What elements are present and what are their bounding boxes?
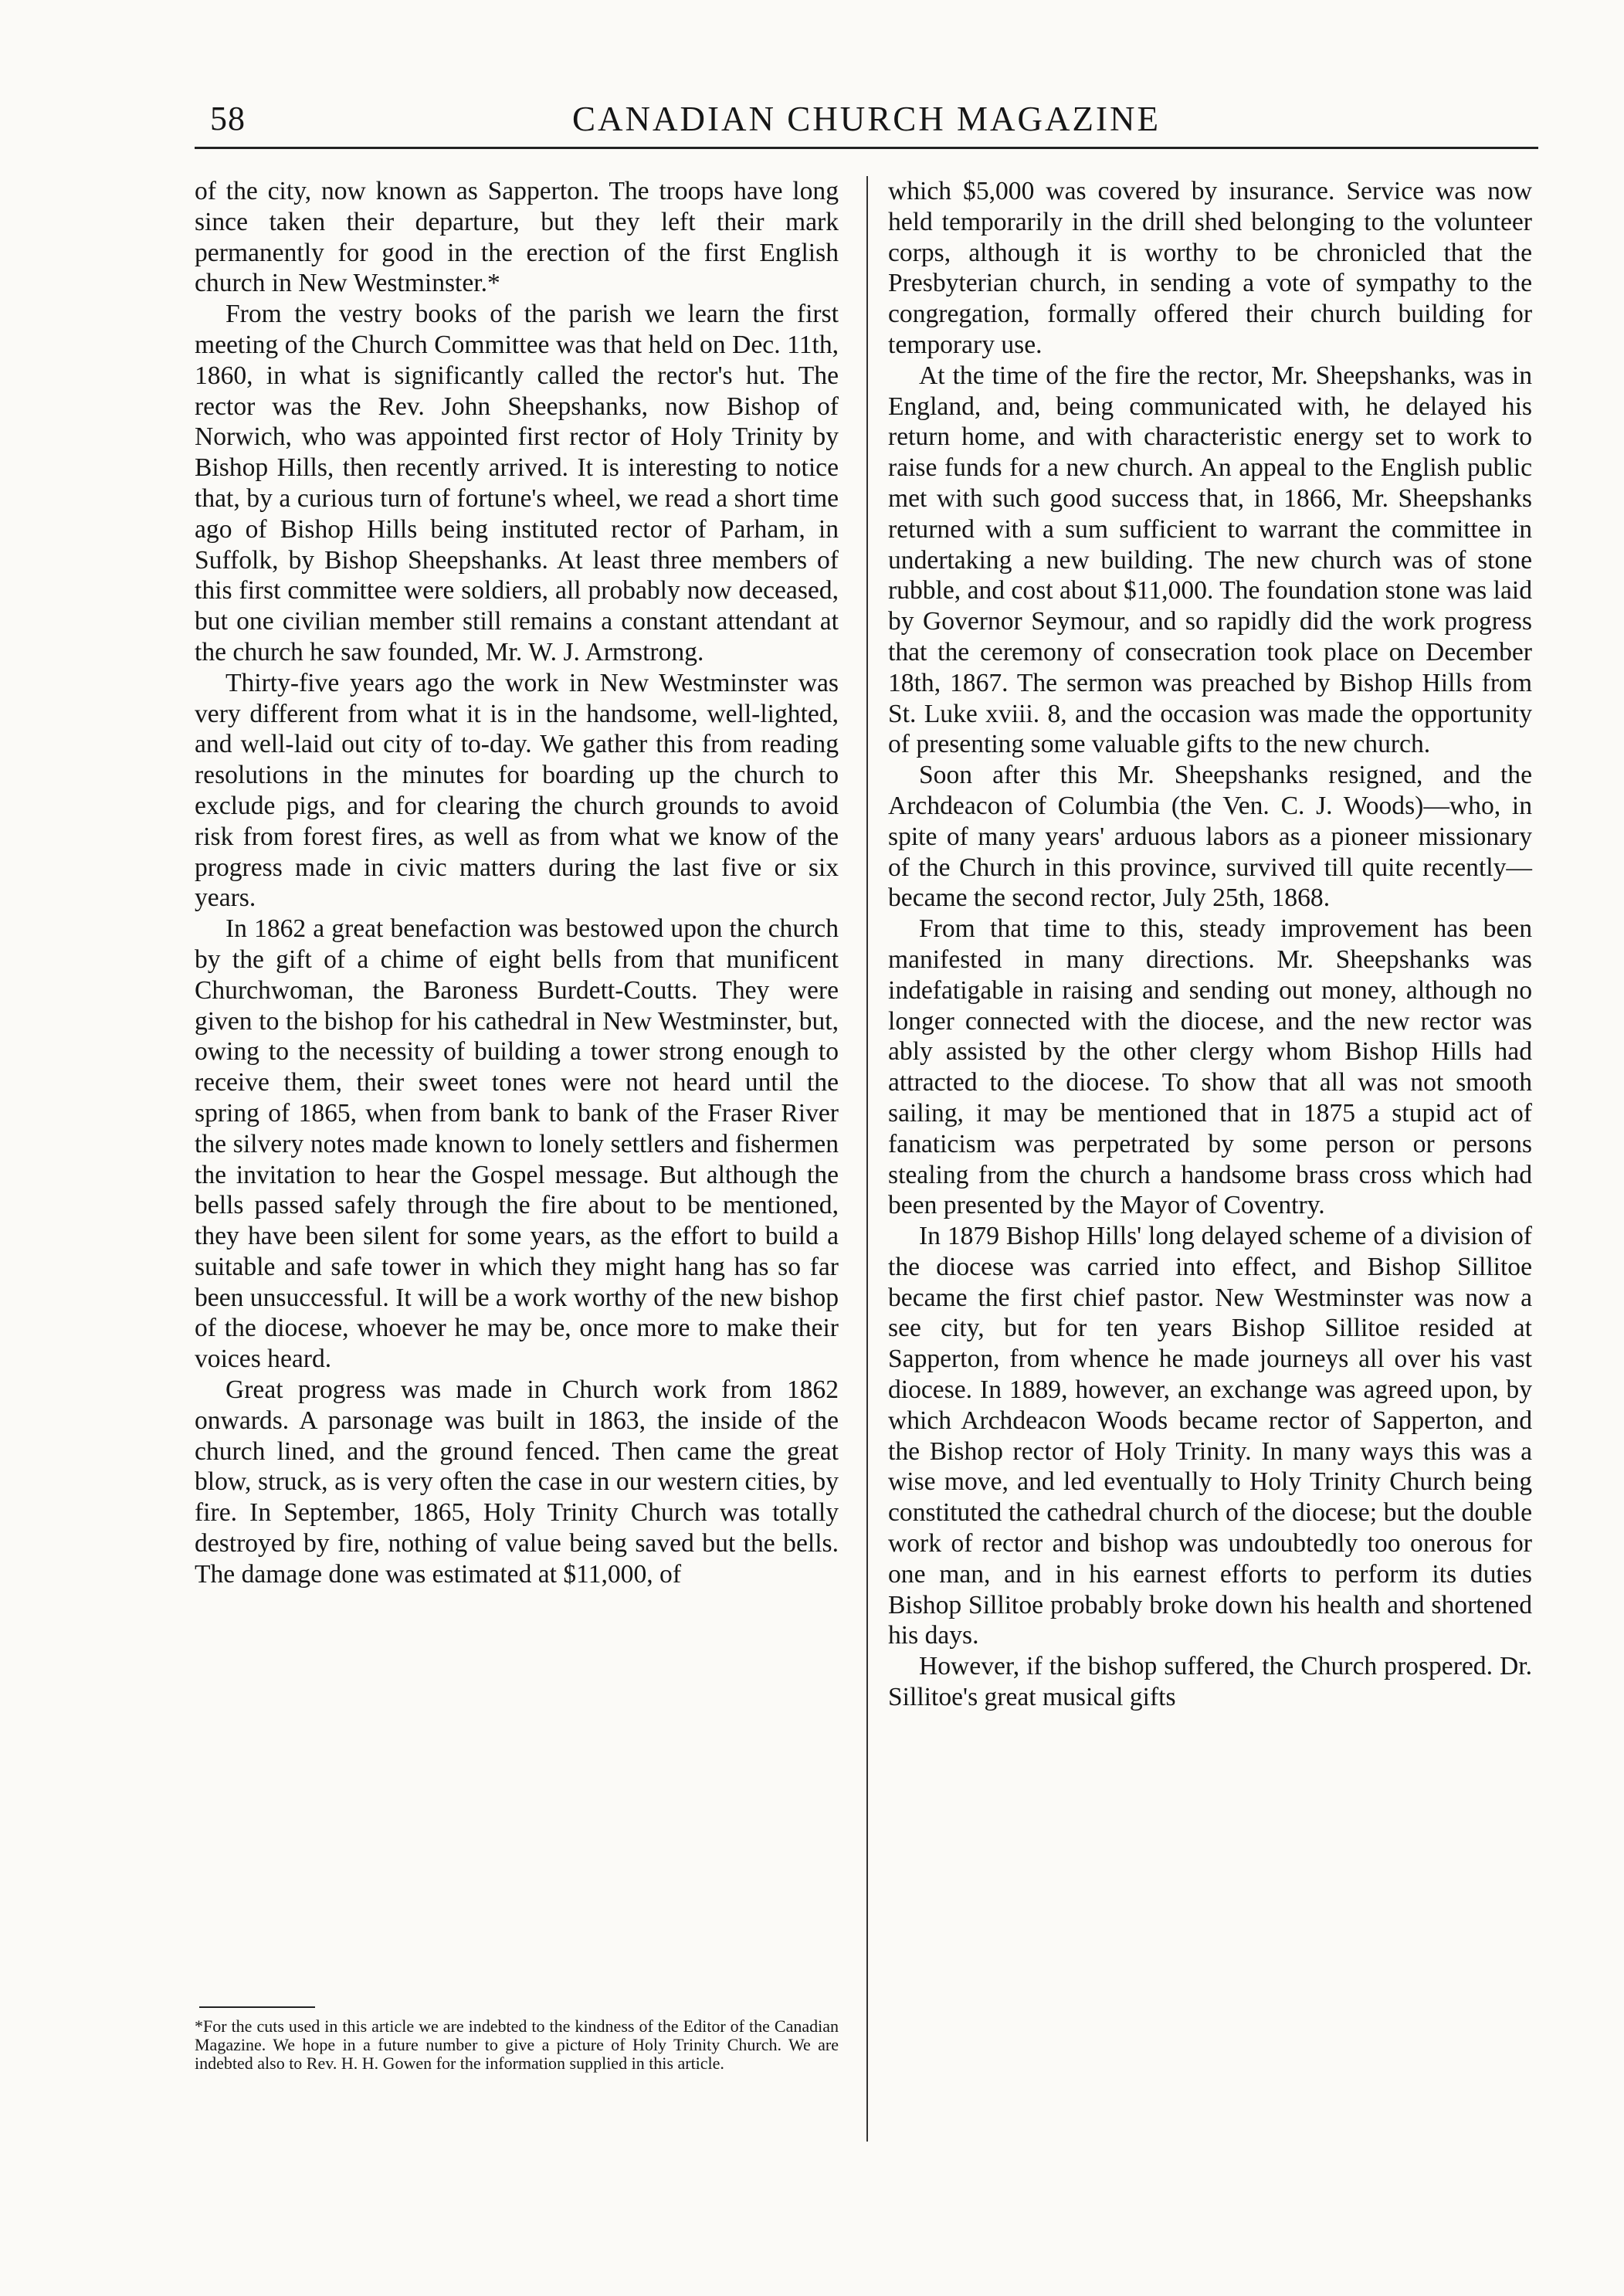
right-column — [888, 176, 1532, 1713]
page-number: 58 — [210, 100, 246, 137]
page-header — [195, 91, 1538, 153]
footnote: *For the cuts used in this article we are indebted to the kindness of the Editor of the Canadian Magazine. We hope in a future number to give a picture of Holy Trinity Church. We are indebted also to Rev. H. H. Gowen for the information supplied in this article. — [195, 2016, 839, 2073]
paragraph: In 1879 Bishop Hills' long delayed scheme of a division of the diocese was carried into effect, and Bishop Sillitoe became the first chief pastor. New Westminster was now a see city, but for ten years Bishop Sillitoe resided at Sapperton, from whence he made journeys all over his vast diocese. In 1889, however, an exchange was agreed upon, by which Archdeacon Woods became rector of Sapperton, and the Bishop rector of Holy Trinity. In many ways this was a wise move, and led eventually to Holy Trinity Church being constituted the cathedral church of the diocese; but the double work of rector and bishop was undoubtedly too onerous for one man, and in his earnest efforts to perform its duties Bishop Sillitoe probably broke down his health and shortened his days. — [888, 1222, 1532, 1650]
header-rule — [195, 147, 1538, 149]
paragraph: of the city, now known as Sapperton. The troops have long since taken their departure, but they left their mark permanently for good in the erection of the first English church in New Westminster.* — [195, 177, 839, 298]
paragraph: However, if the bishop suffered, the Church prospered. Dr. Sillitoe's great musical gifts — [888, 1652, 1532, 1712]
paragraph: In 1862 a great benefaction was bestowed upon the church by the gift of a chime of eight bells from that munificent Churchwoman, the Baroness Burdett-Coutts. They were given to the bishop for his cathedral in New Westminster, but, owing to the necessity of building a tower strong enough to receive them, their sweet tones were not heard until the spring of 1865, when from bank to bank of the Fraser River the silvery notes made known to lonely settlers and fishermen the invitation to hear the Gospel message. But although the bells passed safely through the fire about to be mentioned, they have been silent for some years, as the effort to build a suitable and safe tower in which they might hang has so far been unsuccessful. It will be a work worthy of the new bishop of the diocese, whoever he may be, once more to make their voices heard. — [195, 914, 839, 1374]
paragraph: At the time of the fire the rector, Mr. Sheepshanks, was in England, and, being communicated with, he delayed his return home, and with characteristic energy set to work to raise funds for a new church. An appeal to the English public met with such good success that, in 1866, Mr. Sheepshanks returned with a sum sufficient to warrant the committee in undertaking a new building. The new church was of stone rubble, and cost about $11,000. The foundation stone was laid by Governor Seymour, and so rapidly did the work progress that the ceremony of consecration took place on December 18th, 1867. The sermon was preached by Bishop Hills from St. Luke xviii. 8, and the occasion was made the opportunity of presenting some valuable gifts to the new church. — [888, 361, 1532, 759]
footnote-rule — [199, 2006, 315, 2008]
paragraph: Great progress was made in Church work from 1862 onwards. A parsonage was built in 1863, the inside of the church lined, and the ground fenced. Then came the great blow, struck, as is very often the case in our western cities, by fire. In September, 1865, Holy Trinity Church was totally destroyed by fire, nothing of value being saved but the bells. The damage done was estimated at $11,000, of — [195, 1375, 839, 1589]
paragraph: From the vestry books of the parish we learn the first meeting of the Church Committee was that held on Dec. 11th, 1860, in what is significantly called the rector's hut. The rector was the Rev. John Sheepshanks, now Bishop of Norwich, who was appointed first rector of Holy Trinity by Bishop Hills, then recently arrived. It is interesting to notice that, by a curious turn of fortune's wheel, we read a short time ago of Bishop Hills being instituted rector of Parham, in Suffolk, by Bishop Sheepshanks. At least three members of this first committee were soldiers, all probably now deceased, but one civilian member still remains a constant attendant at the church he saw founded, Mr. W. J. Armstrong. — [195, 300, 839, 666]
paragraph: Soon after this Mr. Sheepshanks resigned, and the Archdeacon of Columbia (the Ven. C. J. Woods)—who, in spite of many years' arduous labors as a pioneer missionary of the Church in this province, survived till quite recently—became the second rector, July 25th, 1868. — [888, 761, 1532, 913]
column-divider — [866, 176, 868, 2142]
running-title: CANADIAN CHURCH MAGAZINE — [572, 100, 1161, 138]
left-column — [195, 176, 839, 1590]
paragraph: From that time to this, steady improvement has been manifested in many directions. Mr. Sheepshanks was indefatigable in raising and sending out money, although no longer connected with the diocese, and the new rector was ably assisted by the other clergy whom Bishop Hills had attracted to the diocese. To show that all was not smooth sailing, it may be mentioned that in 1875 a stupid act of fanaticism was perpetrated by some person or persons stealing from the church a handsome brass cross which had been presented by the Mayor of Coventry. — [888, 914, 1532, 1220]
paragraph: Thirty-five years ago the work in New Westminster was very different from what it is in the handsome, well-lighted, and well-laid out city of to-day. We gather this from reading resolutions in the minutes for boarding up the church to exclude pigs, and for clearing the church grounds to avoid risk from forest fires, as well as from what we know of the progress made in civic matters during the last five or six years. — [195, 668, 839, 913]
paragraph: which $5,000 was covered by insurance. Service was now held temporarily in the drill shed belonging to the volunteer corps, although it is worthy to be chronicled that the Presbyterian church, in sending a vote of sympathy to the congregation, formally offered their church building for temporary use. — [888, 177, 1532, 359]
